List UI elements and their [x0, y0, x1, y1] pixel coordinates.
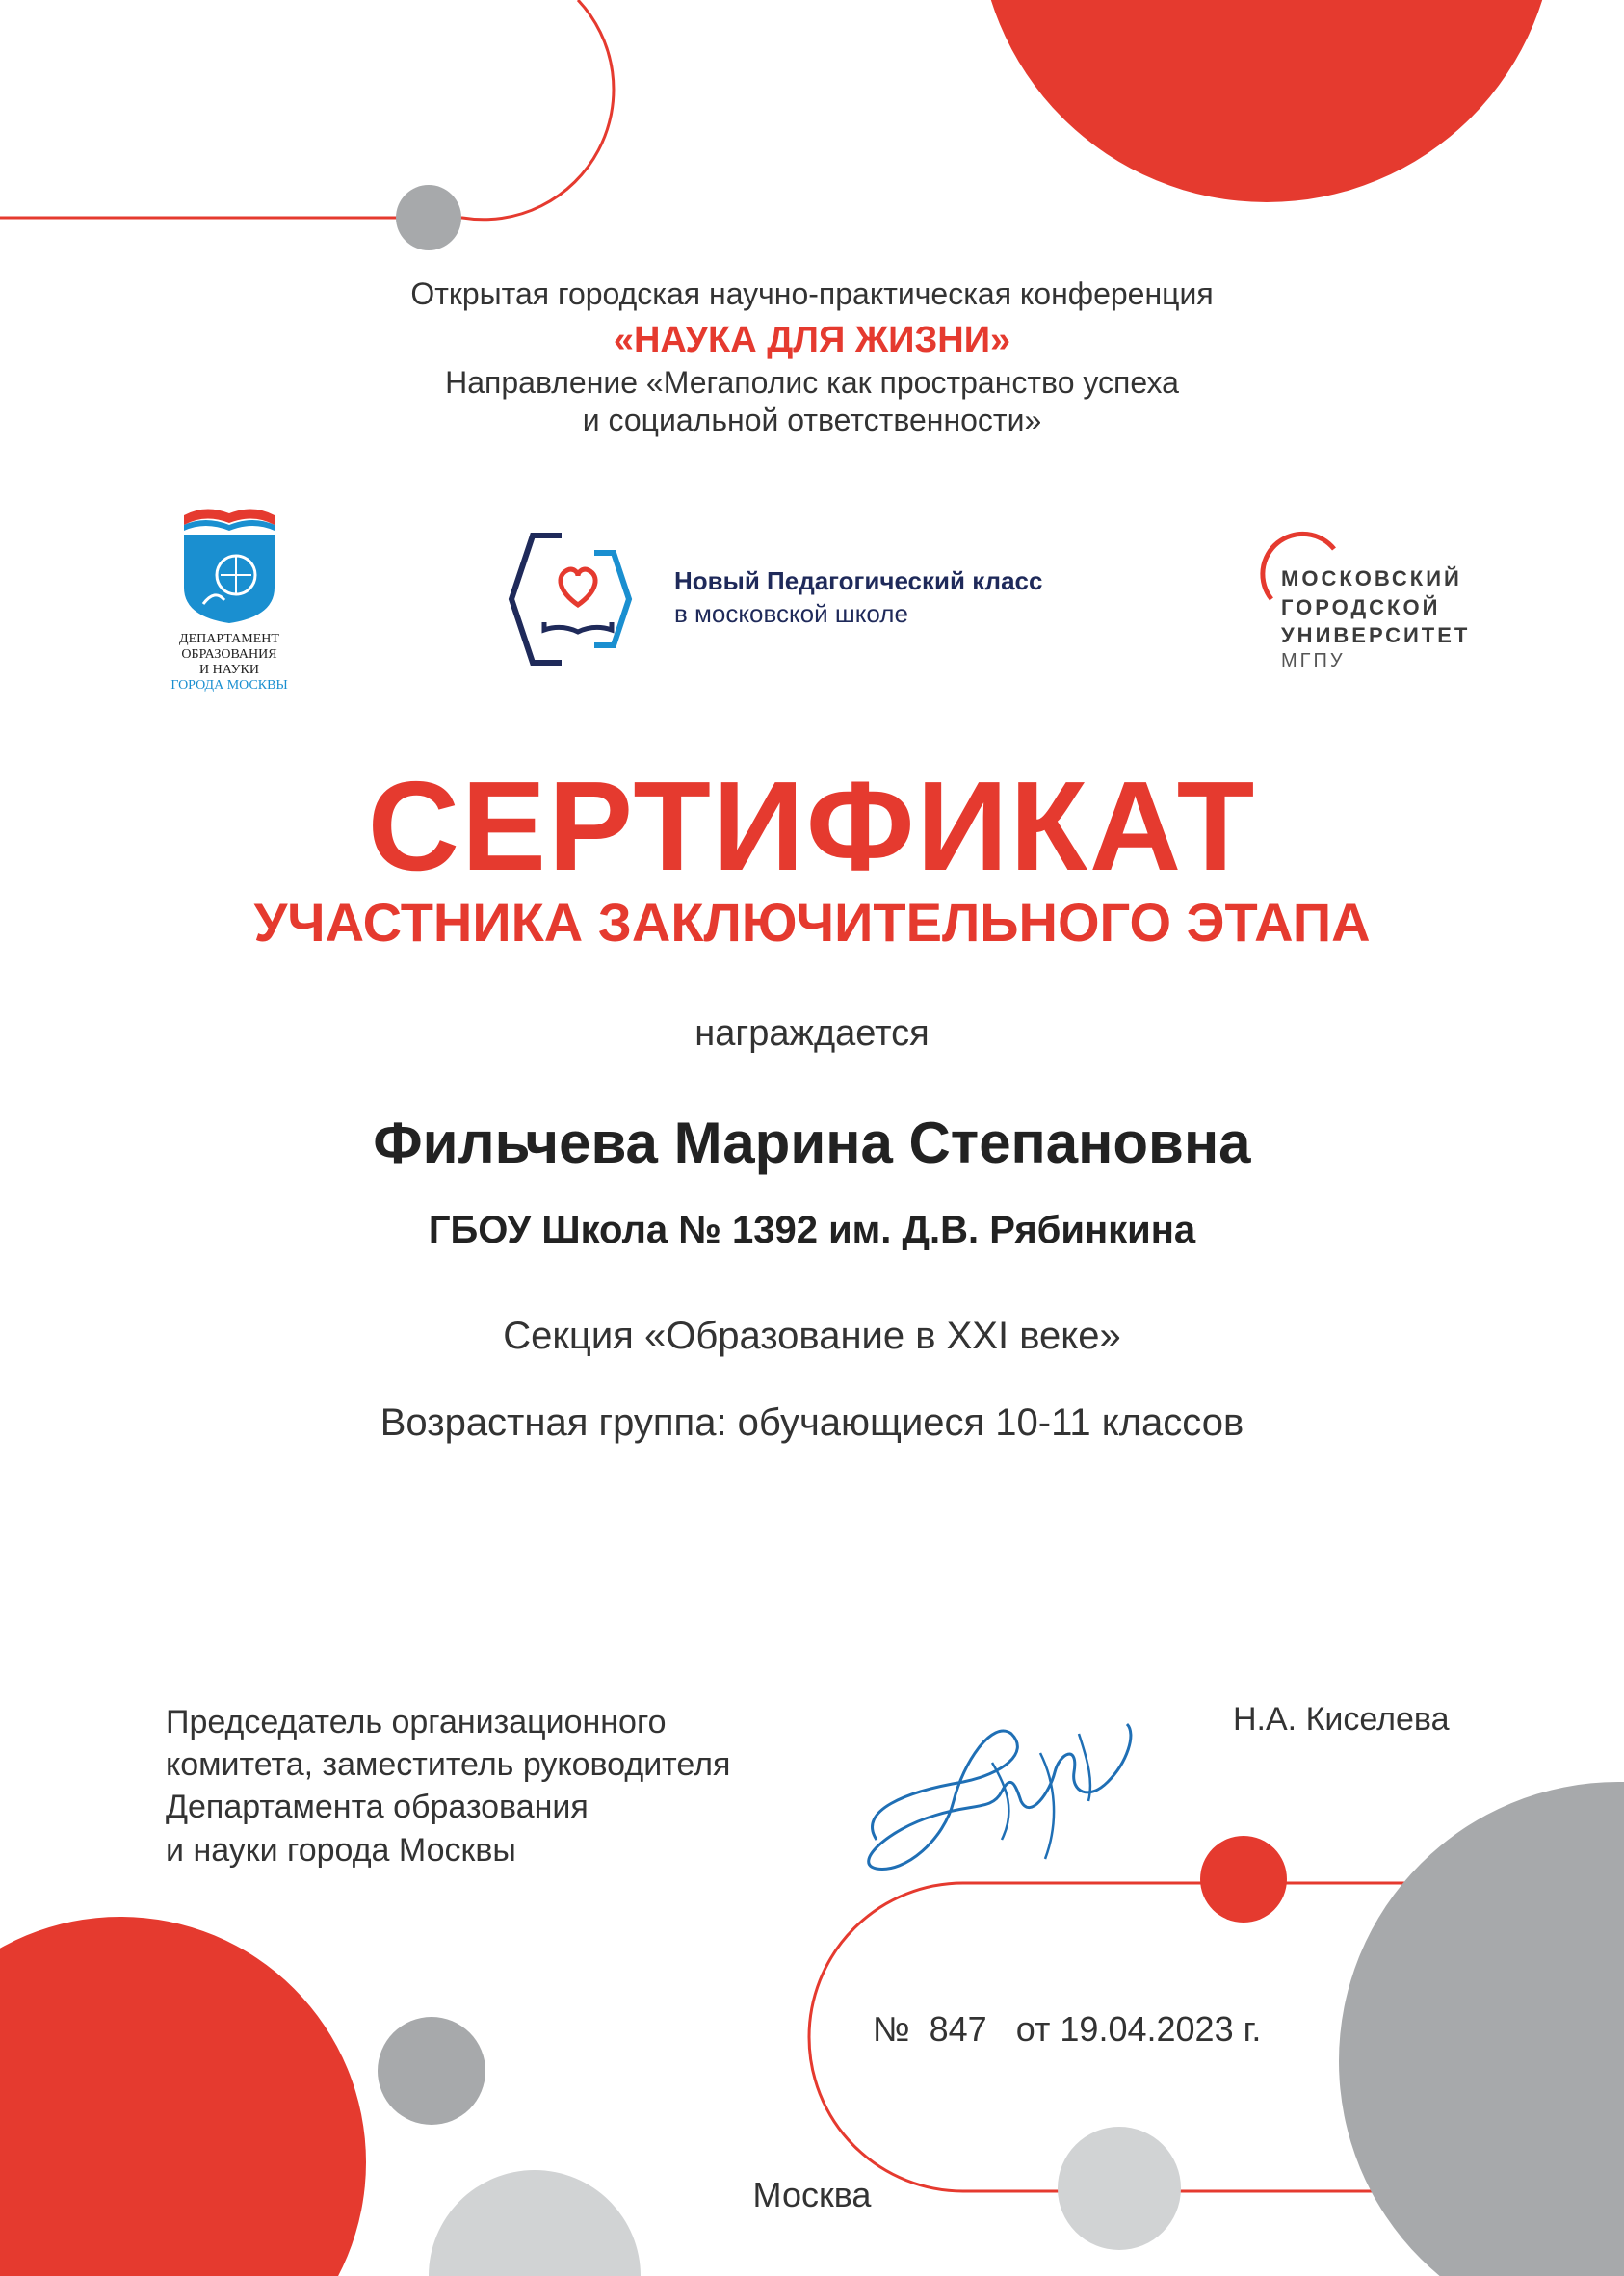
signer-position	[166, 1701, 730, 1871]
age-group: Возрастная группа: обучающиеся 10-11 классов	[380, 1401, 1244, 1444]
conference-name: «НАУКА ДЛЯ ЖИЗНИ»	[613, 320, 1011, 360]
npk-logo	[506, 530, 1122, 669]
direction-line-1: Направление «Мегаполис как пространство успеха	[445, 365, 1179, 400]
mgpu-line-1: МОСКОВСКИЙ	[1281, 566, 1462, 590]
npk-title: Новый Педагогический класс	[674, 566, 1043, 595]
department-logo	[162, 496, 297, 693]
conference-description: Открытая городская научно-практическая конференция	[410, 276, 1214, 311]
awarded-text: награждается	[694, 1013, 930, 1054]
certificate-number-date: № 847 от 19.04.2023 г.	[873, 2009, 1262, 2049]
decor-circle-red-right	[1200, 1836, 1287, 1923]
signer-position-line-2: комитета, заместитель руководителя	[166, 1746, 731, 1784]
signer-position-line-3: Департамента образования	[166, 1789, 589, 1826]
signer-name: Н.А. Киселева	[1233, 1701, 1450, 1738]
section-name: Секция «Образование в XXI веке»	[503, 1315, 1121, 1357]
direction-line-2: и социальной ответственности»	[582, 403, 1042, 437]
mgpu-line-3: УНИВЕРСИТЕТ	[1281, 623, 1471, 648]
dept-caption-line-4: ГОРОДА МОСКВЫ	[170, 678, 288, 693]
signer-position-line-4: и науки города Москвы	[166, 1831, 516, 1869]
dept-emblem-icon	[176, 496, 282, 626]
decor-circle-red-bottom	[0, 1917, 366, 2276]
decor-circle-red-top	[978, 0, 1556, 202]
city-name: Москва	[752, 2175, 872, 2214]
npk-heart-book-icon	[506, 530, 650, 669]
handwritten-signature	[848, 1695, 1166, 1888]
decor-circle-gray-small	[378, 2017, 485, 2125]
decor-line-top	[0, 0, 614, 220]
mgpu-logo	[1252, 522, 1483, 681]
certificate-subtitle: УЧАСТНИКА ЗАКЛЮЧИТЕЛЬНОГО ЭТАПА	[253, 892, 1371, 953]
decor-circle-gray-top	[396, 185, 461, 250]
mgpu-line-4: МГПУ	[1281, 650, 1346, 672]
dept-caption-line-3: И НАУКИ	[199, 663, 259, 678]
recipient-name: Фильчева Марина Степановна	[373, 1111, 1251, 1175]
npk-subtitle: в московской школе	[674, 599, 908, 628]
school-name: ГБОУ Школа № 1392 им. Д.В. Рябинкина	[428, 1209, 1196, 1251]
certificate-title: СЕРТИФИКАТ	[367, 755, 1257, 897]
signer-position-line-1: Председатель организационного	[166, 1704, 667, 1740]
mgpu-line-2: ГОРОДСКОЙ	[1281, 594, 1441, 619]
dept-caption-line-2: ОБРАЗОВАНИЯ	[181, 647, 277, 663]
dept-caption-line-1: ДЕПАРТАМЕНТ	[179, 632, 279, 646]
